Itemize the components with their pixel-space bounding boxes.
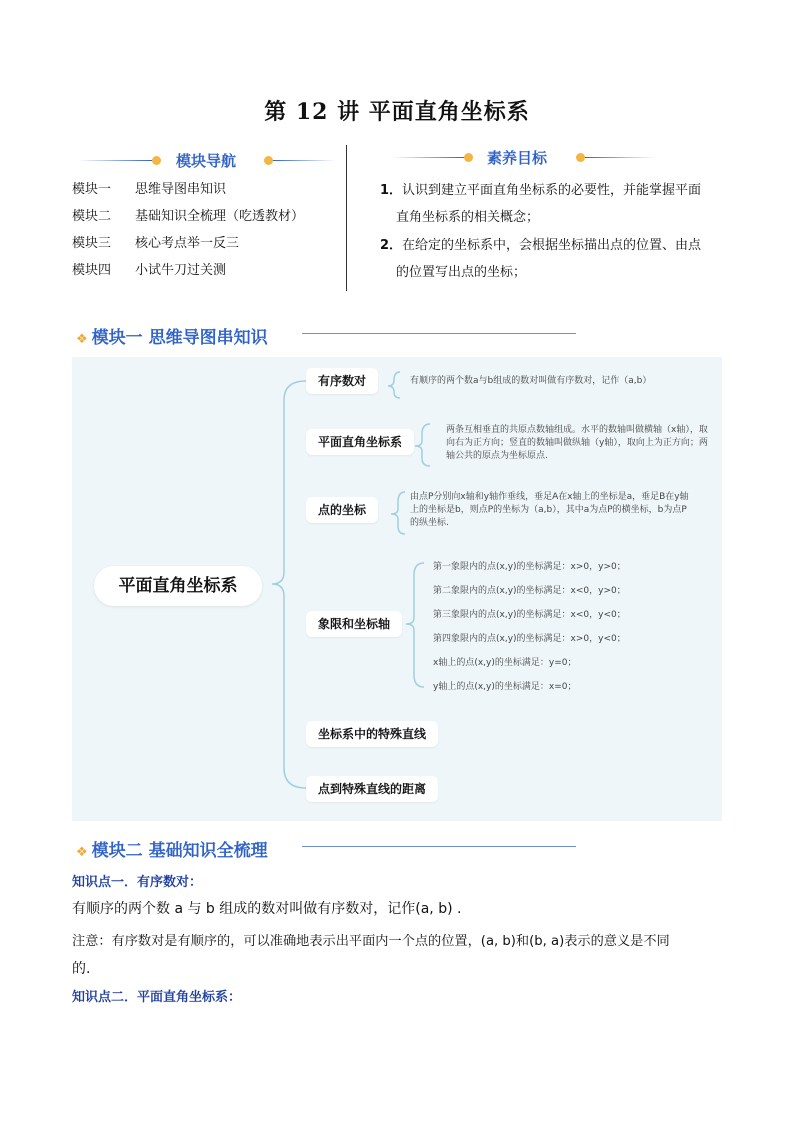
- note-line-1: 注意：有序数对是有顺序的，可以准确地表示出平面内一个点的位置，(a, b)和(b, a)表示的意义是不同: [72, 934, 670, 949]
- nav-item-label: 思维导图串知识: [135, 182, 227, 197]
- goal-number: 1．: [380, 183, 403, 198]
- knowledge-point-1-text: 有顺序的两个数 a 与 b 组成的数对叫做有序数对，记作(a, b) .: [72, 901, 462, 917]
- goals-heading: 素养目标: [487, 149, 548, 167]
- nav-item-label: 基础知识全梳理（吃透教材）: [135, 209, 305, 224]
- quadrant-rule-2: 第二象限内的点(x,y)的坐标满足：x<0，y>0；: [433, 586, 626, 596]
- nav-item-label: 核心考点举一反三: [135, 236, 240, 251]
- nav-item-key: 模块三: [72, 236, 112, 251]
- axis-rule-x: x轴上的点(x,y)的坐标满足：y=0；: [433, 658, 577, 668]
- nav-heading: 模块导航: [176, 152, 237, 170]
- mindmap-node-quadrants: 象限和坐标轴: [306, 611, 402, 637]
- note-line-2: 的.: [72, 961, 91, 977]
- page-title: 第 12 讲 平面直角坐标系: [264, 99, 530, 125]
- double-diamond-icon: ❖: [76, 845, 88, 860]
- double-diamond-icon: ❖: [76, 332, 88, 347]
- mindmap-root: 平面直角坐标系: [94, 566, 262, 606]
- mindmap-leaf-coordinate-system: 两条互相垂直的共原点数轴组成。水平的数轴叫做横轴（x轴），取向右为正方向；竖直的数轴叫做纵轴（y轴），取向上为正方向；两轴公共的原点为坐标原点.: [446, 425, 708, 461]
- goal-text: 在给定的坐标系中，会根据坐标描出点的位置、由点: [402, 238, 702, 253]
- mindmap-node-ordered-pair: 有序数对: [306, 368, 378, 394]
- knowledge-point-2-title: 知识点二．平面直角坐标系：: [72, 990, 242, 1005]
- goal-text: 认识到建立平面直角坐标系的必要性，并能掌握平面: [402, 183, 702, 198]
- mindmap-node-special-lines: 坐标系中的特殊直线: [306, 721, 438, 747]
- knowledge-point-1-title: 知识点一．有序数对：: [72, 875, 203, 890]
- mindmap-node-point-coordinates: 点的坐标: [306, 497, 378, 523]
- goal-number: 2．: [380, 238, 403, 253]
- goal-text-cont: 直角坐标系的相关概念；: [396, 210, 540, 225]
- section2-rule: [302, 846, 576, 847]
- section1-label: 模块一 思维导图串知识: [91, 328, 268, 348]
- section2-label: 模块二 基础知识全梳理: [91, 841, 268, 861]
- mindmap-node-coordinate-system: 平面直角坐标系: [306, 429, 414, 455]
- mindmap-leaf-ordered-pair: 有顺序的两个数a与b组成的数对叫做有序数对，记作（a,b）: [410, 376, 652, 386]
- nav-item-key: 模块一: [72, 182, 112, 197]
- nav-item-label: 小试牛刀过关测: [135, 263, 227, 278]
- mindmap-leaf-point-coordinates: 由点P分别向x轴和y轴作垂线，垂足A在x轴上的坐标是a，垂足B在y轴上的坐标是b，则点P的坐标为（a,b），其中a为点P的横坐标，b为点P的纵坐标.: [410, 492, 689, 528]
- quadrant-rule-1: 第一象限内的点(x,y)的坐标满足：x>0，y>0；: [433, 562, 626, 572]
- axis-rule-y: y轴上的点(x,y)的坐标满足：x=0；: [433, 682, 577, 692]
- quadrant-rule-3: 第三象限内的点(x,y)的坐标满足：x<0，y<0；: [433, 610, 626, 620]
- mindmap-node-distance: 点到特殊直线的距离: [306, 776, 438, 802]
- goal-text-cont: 的位置写出点的坐标；: [396, 265, 527, 280]
- nav-item-key: 模块二: [72, 209, 112, 224]
- section2-heading: [76, 836, 268, 861]
- nav-item-key: 模块四: [72, 263, 112, 278]
- quadrant-rule-4: 第四象限内的点(x,y)的坐标满足：x>0，y<0；: [433, 634, 626, 644]
